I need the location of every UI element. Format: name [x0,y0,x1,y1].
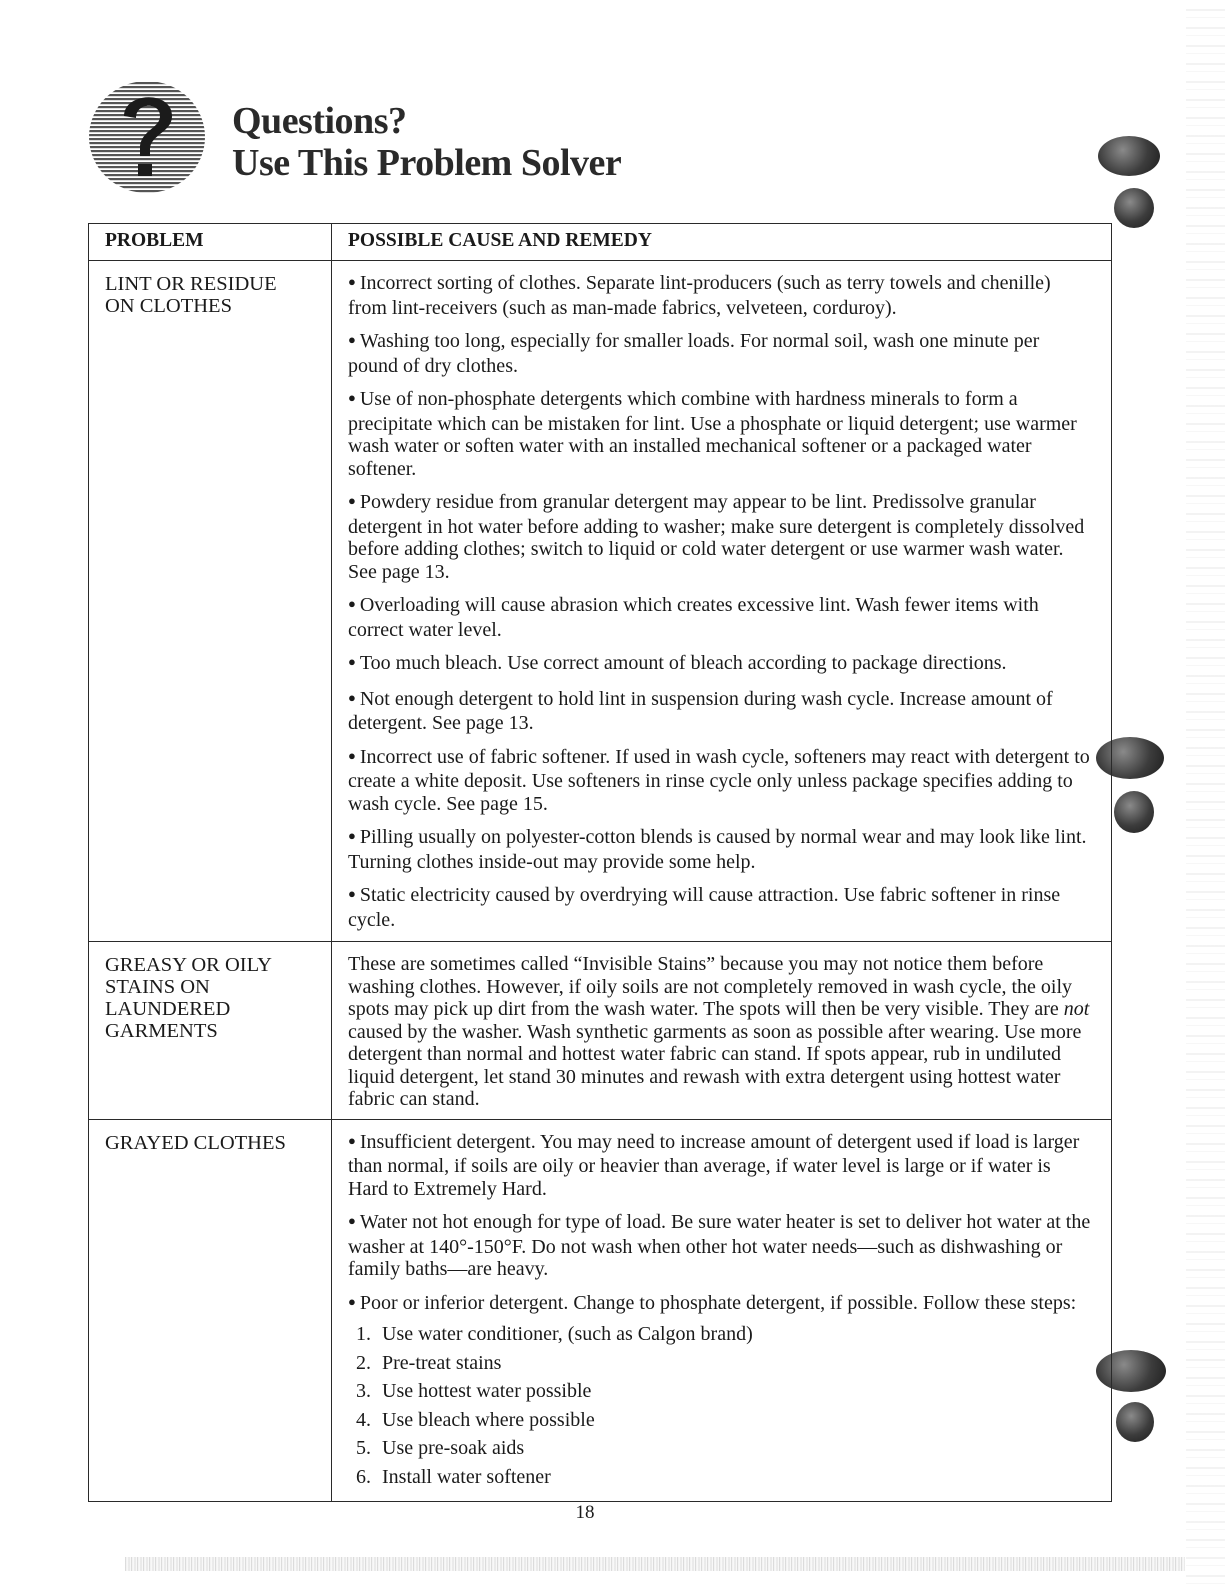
problem-label-line: GARMENTS [105,1020,218,1042]
bullet-icon: ● [348,390,356,405]
remedy-text: These are sometimes called “Invisible Stains” because you may not notice them before washing clothes. However, if oily soils are not completely removed in wash cycle, the oily spots may pick up dirt from the wash water. The spots will then be very visible. They are [348,953,1073,1020]
step-text: Use bleach where possible [382,1408,595,1431]
step-number: 6. [356,1465,371,1488]
remedy-text: Overloading will cause abrasion which creates excessive lint. Wash fewer items with correct water level. [348,594,1039,641]
remedy-text: Poor or inferior detergent. Change to phosphate detergent, if possible. Follow these steps: [359,1291,1077,1314]
list-item [356,1349,1093,1378]
remedy-text: Water not hot enough for type of load. Be sure water heater is set to deliver hot water at the washer at 140°-150°F. Do not wash when other hot water needs—such as dishwashing or family baths—are heavy. [348,1211,1091,1280]
bullet-icon: ● [348,1213,356,1228]
binder-hole [1116,1402,1154,1442]
bullet-icon: ● [348,747,356,763]
remedy-cell [332,1119,1112,1502]
remedy-text: Static electricity caused by overdrying will cause attraction. Use fabric softener in rinse cycle. [348,884,1061,931]
bullet-icon: ● [348,1132,356,1148]
problem-label-line: GRAYED CLOTHES [105,1131,286,1154]
remedy-item [348,652,1093,677]
scan-artifact-strip [125,1557,1185,1571]
list-item [356,1406,1093,1435]
table-row [89,1119,1112,1502]
remedy-text: Incorrect sorting of clothes. Separate lint-producers (such as terry towels and chenille) from lint-receivers (such as man-made fabrics, velveteen, corduroy). [348,272,1051,319]
remedy-item [348,884,1093,931]
remedy-paragraph [348,953,1093,1111]
remedy-cell [332,261,1112,942]
remedy-text: Use of non-phosphate detergents which combine with hardness minerals to form a precipitate which can be mistaken for lint. Use a phosphate or liquid detergent; use warmer wash water or soften water with an installed mechanical softener or a packaged water softener. [348,388,1077,480]
bullet-icon: ● [348,1293,356,1309]
bullet-icon: ● [348,886,356,901]
title-line-2: Use This Problem Solver [232,142,622,184]
page-title [232,100,621,184]
list-item [356,1320,1093,1349]
binder-hole [1114,188,1154,228]
problem-label-line: LINT OR RESIDUE [105,273,277,295]
list-item [356,1463,1093,1492]
remedy-text: Too much bleach. Use correct amount of bleach according to package directions. [359,652,1007,674]
step-number: 5. [356,1437,371,1459]
remedy-item [348,330,1093,377]
step-number: 1. [356,1323,371,1345]
table-header-row [89,224,1112,261]
bullet-icon: ● [348,332,356,347]
problem-label-line: ON CLOTHES [105,295,232,317]
step-number: 2. [356,1351,371,1374]
problem-cell [89,942,332,1120]
title-line-1: Questions? [232,100,407,142]
step-text: Use water conditioner, (such as Calgon brand) [382,1323,753,1345]
table-row [89,261,1112,942]
step-text: Pre-treat stains [382,1351,502,1374]
column-header-problem: PROBLEM [89,224,332,261]
step-text: Install water softener [382,1465,551,1488]
remedy-item [348,594,1093,641]
steps-list [348,1320,1093,1491]
step-text: Use pre-soak aids [382,1437,525,1459]
step-number: 3. [356,1380,371,1402]
list-item [356,1377,1093,1406]
problem-label-line: GREASY OR OILY [105,954,272,976]
binder-hole [1098,136,1160,176]
bullet-icon: ● [348,654,356,669]
step-text: Use hottest water possible [382,1380,592,1402]
list-item [356,1434,1093,1463]
step-number: 4. [356,1408,371,1431]
remedy-item [348,491,1093,583]
bullet-icon: ● [348,828,356,843]
emphasis-text: not [1063,998,1090,1020]
question-mark-icon [86,78,208,196]
remedy-item [348,272,1093,319]
remedy-item [348,1292,1093,1492]
remedy-text: Pilling usually on polyester-cotton blends is caused by normal wear and may look like lint. Turning clothes inside-out may provide some help. [348,826,1087,873]
remedy-item [348,388,1093,480]
bullet-icon: ● [348,274,356,289]
remedy-text: Powdery residue from granular detergent may appear to be lint. Predissolve granular detergent in hot water before adding to washer; make sure detergent is completely dissolved before adding clothes; switch to liquid or cold water detergent or use warmer wash water. See page 13. [348,491,1085,583]
remedy-text: caused by the washer. Wash synthetic garments as soon as possible after wearing. Use more detergent than normal and hottest water fabric can stand. If spots appear, rub in undiluted liquid detergent, let stand 30 minutes and rewash with extra detergent using hottest water fabric can stand. [348,1020,1082,1110]
bullet-icon: ● [348,689,356,705]
remedy-text: Incorrect use of fabric softener. If used in wash cycle, softeners may react with detergent to create a white deposit. Use softeners in rinse cycle only unless package specifies adding to wash cycle. See page 15. [348,745,1090,815]
binder-hole [1114,791,1154,833]
remedy-item [348,826,1093,873]
remedy-text: Insufficient detergent. You may need to increase amount of detergent used if load is larger than normal, if soils are oily or heavier than average, if water level is large or if water is Hard to Extremely Hard. [348,1130,1080,1200]
problem-cell [89,261,332,942]
remedy-text: Not enough detergent to hold lint in suspension during wash cycle. Increase amount of detergent. See page 13. [348,687,1053,734]
remedy-item [348,688,1093,735]
problem-label-line: STAINS ON [105,976,210,998]
remedy-item [348,1131,1093,1201]
page-number: 18 [575,1502,595,1523]
problem-label-line: LAUNDERED [105,998,231,1020]
problem-cell [89,1119,332,1502]
remedy-cell [332,942,1112,1120]
problem-solver-table [88,223,1112,1502]
scanned-right-edge [1186,0,1225,1585]
remedy-item [348,1211,1093,1281]
remedy-text: Washing too long, especially for smaller loads. For normal soil, wash one minute per pound of dry clothes. [348,330,1040,377]
table-row [89,942,1112,1120]
bullet-icon: ● [348,493,356,508]
column-header-remedy: POSSIBLE CAUSE AND REMEDY [332,224,1112,261]
bullet-icon: ● [348,596,356,611]
remedy-item [348,746,1093,816]
